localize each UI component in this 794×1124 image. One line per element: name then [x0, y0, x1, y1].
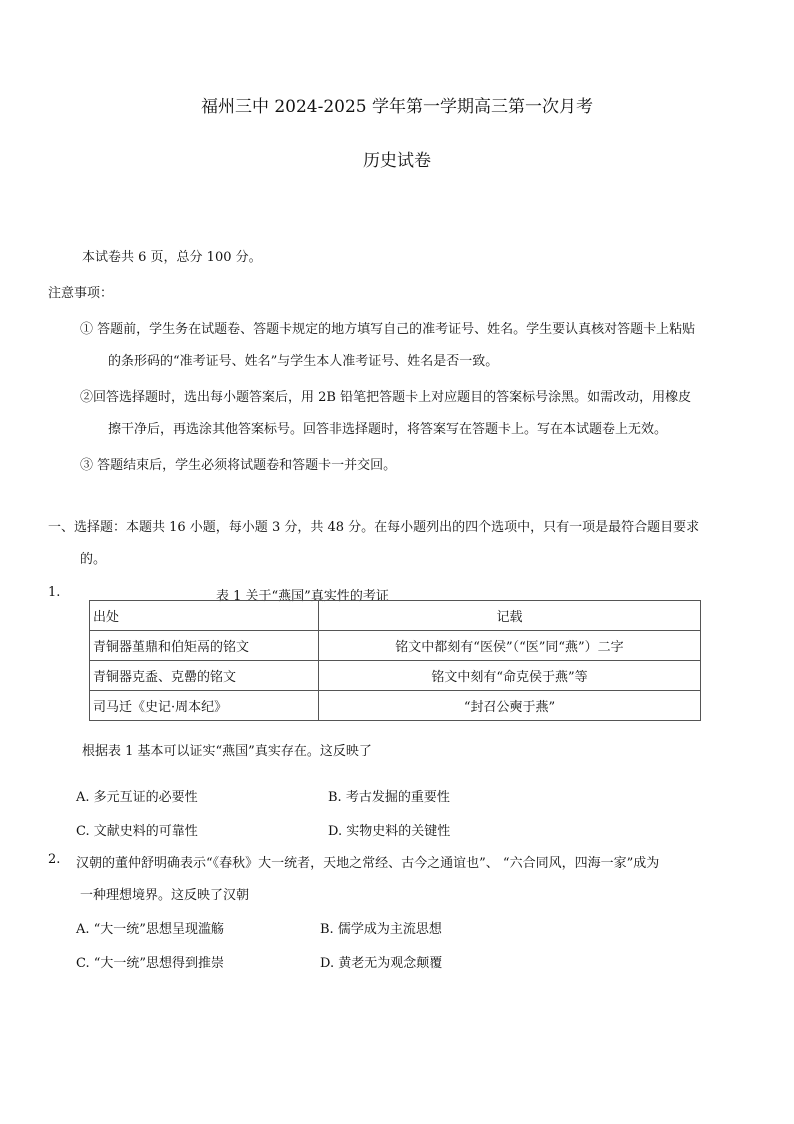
q1-option-c: C. 文献史料的可靠性	[76, 824, 198, 839]
table-header-cell: 出处	[90, 601, 319, 631]
note-2-line-1: ②回答选择题时，选出每小题答案后，用 2B 铅笔把答题卡上对应题目的答案标号涂黑。如需改动，用橡皮	[80, 390, 692, 405]
table-row	[90, 691, 701, 721]
q1-option-d: D. 实物史料的关键性	[328, 824, 451, 839]
note-3: ③ 答题结束后，学生必须将试题卷和答题卡一并交回。	[80, 458, 397, 473]
notes-heading: 注意事项：	[48, 286, 114, 301]
table-row	[90, 631, 701, 661]
q1-number: 1.	[48, 585, 61, 600]
table-cell: 青铜器克盉、克罍的铭文	[90, 661, 319, 691]
q1-stem: 根据表 1 基本可以证实“燕国”真实存在。这反映了	[82, 744, 372, 759]
note-2-line-2: 擦干净后，再选涂其他答案标号。回答非选择题时，将答案写在答题卡上。写在本试题卷上无效。	[108, 422, 668, 437]
q1-option-a: A. 多元互证的必要性	[76, 790, 198, 805]
exam-title: 福州三中 2024-2025 学年第一学期高三第一次月考	[200, 97, 594, 117]
q2-stem-line-1: 汉朝的董仲舒明确表示“《春秋》大一统者，天地之常经、古今之通谊也”、 “六合同风，四海一家”成为	[76, 856, 660, 871]
table-caption: 表 1 关于“燕国”真实性的考证	[216, 589, 389, 604]
q1-option-b: B. 考古发掘的重要性	[328, 790, 450, 805]
q2-number: 2.	[48, 852, 61, 867]
note-1-line-2: 的条形码的“准考证号、姓名”与学生本人准考证号、姓名是否一致。	[108, 354, 499, 369]
q2-stem-line-2: 一种理想境界。这反映了汉朝	[80, 888, 250, 903]
q2-option-a: A. “大一统”思想呈现滥觞	[76, 922, 224, 937]
table-cell: “封召公奭于燕”	[319, 691, 701, 721]
table-cell: 铭文中刻有“命克侯于燕”等	[319, 661, 701, 691]
q2-option-d: D. 黄老无为观念颠覆	[320, 956, 443, 971]
q2-option-b: B. 儒学成为主流思想	[320, 922, 442, 937]
table-header-row	[90, 601, 701, 631]
pages-note: 本试卷共 6 页，总分 100 分。	[82, 250, 262, 265]
note-1-line-1: ① 答题前，学生务在试题卷、答题卡规定的地方填写自己的准考证号、姓名。学生要认真核对答题卡上粘贴	[80, 322, 696, 337]
q2-option-c: C. “大一统”思想得到推崇	[76, 956, 225, 971]
table-row	[90, 661, 701, 691]
section-1-heading-line-1: 一、选择题：本题共 16 小题，每小题 3 分，共 48 分。在每小题列出的四个选项中，只有一项是最符合题目要求	[48, 520, 700, 535]
table-cell: 青铜器堇鼎和伯矩鬲的铭文	[90, 631, 319, 661]
table-cell: 铭文中都刻有“医侯”（“医”同“燕”）二字	[319, 631, 701, 661]
table-header-cell: 记载	[319, 601, 701, 631]
section-1-heading-line-2: 的。	[80, 552, 107, 567]
exam-subtitle: 历史试卷	[363, 151, 431, 171]
table-cell: 司马迁《史记·周本纪》	[90, 691, 319, 721]
evidence-table	[89, 600, 701, 721]
